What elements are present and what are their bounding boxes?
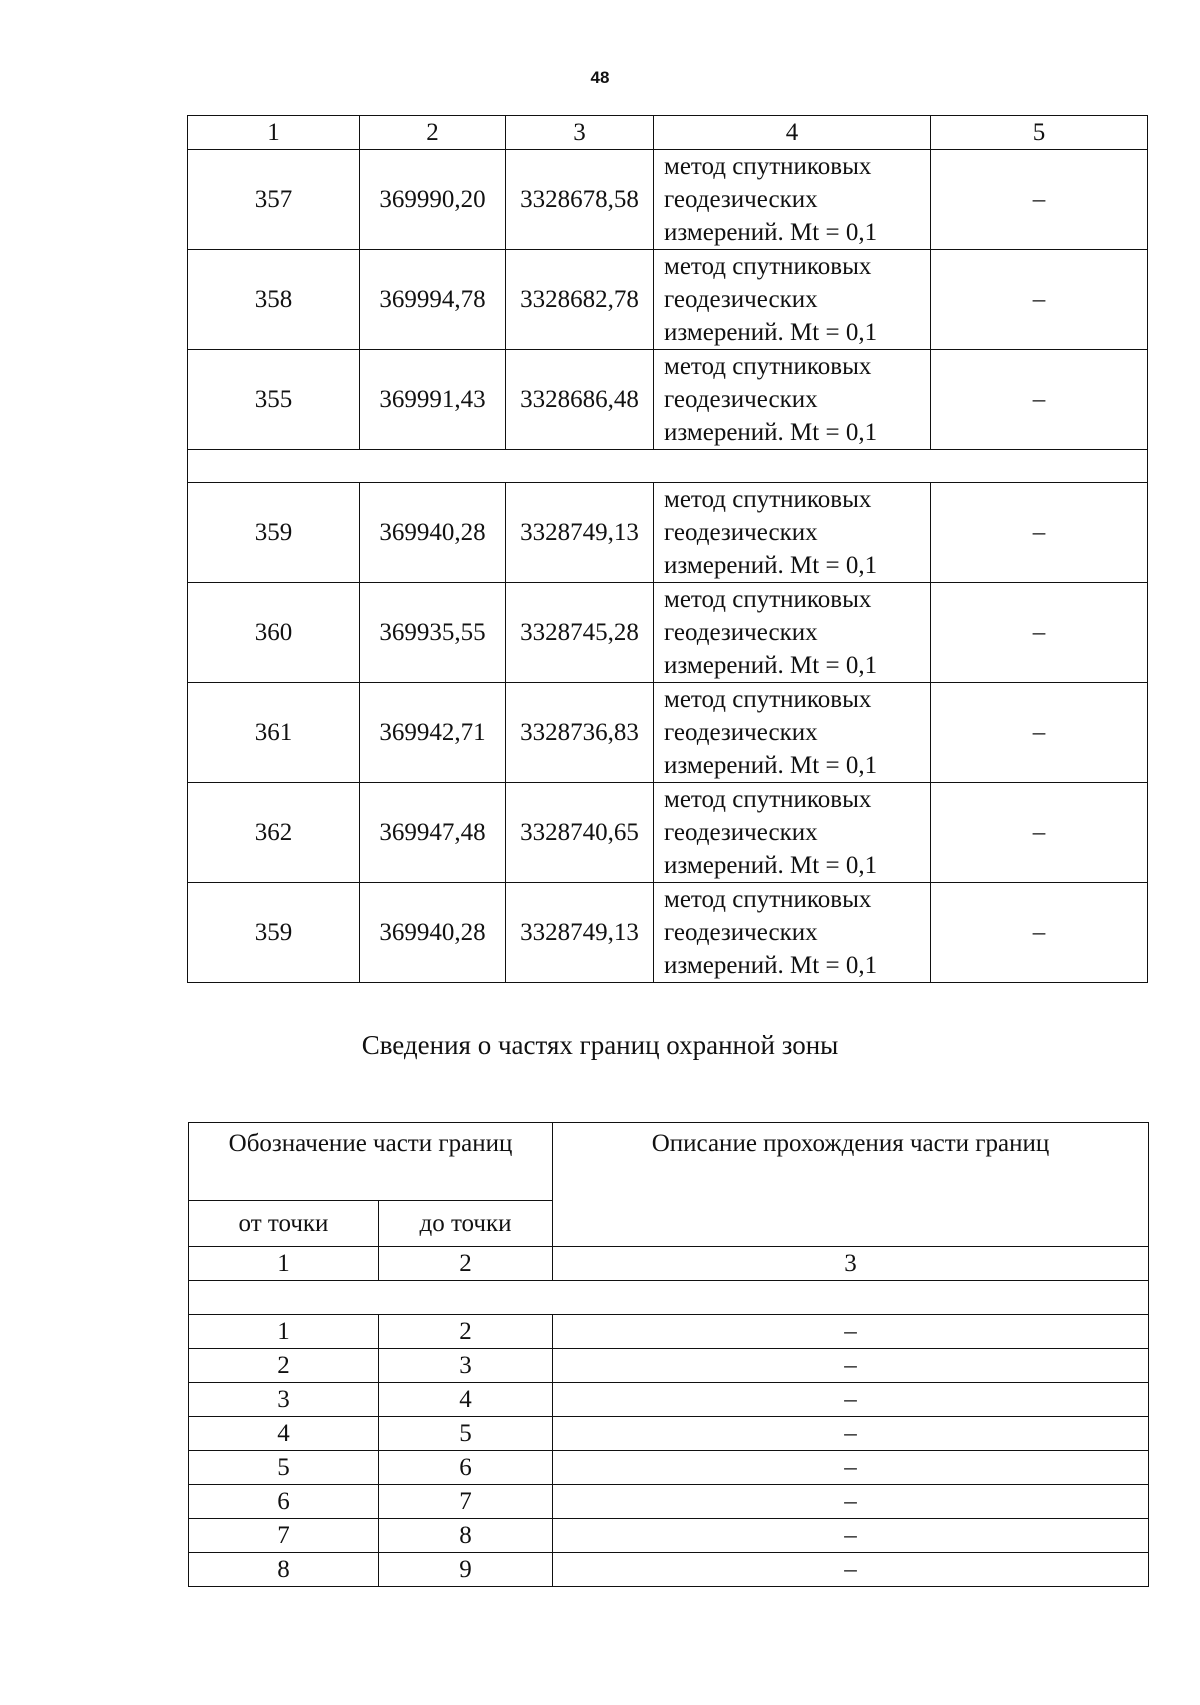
point-number: 361: [188, 683, 360, 783]
parts-row: [189, 1349, 1149, 1383]
part-description: –: [553, 1485, 1149, 1519]
parts-col-number: 3: [553, 1247, 1149, 1281]
to-point-header: до точки: [379, 1201, 553, 1247]
note-cell: –: [931, 483, 1148, 583]
coords-row: [188, 583, 1148, 683]
coord-y: 3328736,83: [506, 683, 654, 783]
method-line: метод спутниковых: [664, 253, 872, 280]
method-line: геодезических: [664, 519, 818, 546]
coord-y: 3328686,48: [506, 350, 654, 450]
method-line: геодезических: [664, 286, 818, 313]
method-line: измерений. Mt = 0,1: [664, 319, 878, 346]
method-line: метод спутниковых: [664, 486, 872, 513]
coord-y: 3328749,13: [506, 883, 654, 983]
parts-row: [189, 1417, 1149, 1451]
method-line: метод спутниковых: [664, 686, 872, 713]
coord-x: 369994,78: [360, 250, 506, 350]
description-header: Описание прохождения части границ: [553, 1123, 1149, 1247]
method-line: геодезических: [664, 919, 818, 946]
coord-y: 3328678,58: [506, 150, 654, 250]
note-cell: –: [931, 783, 1148, 883]
coords-spacer-cell: [188, 450, 1148, 483]
to-point: 4: [379, 1383, 553, 1417]
coord-x: 369935,55: [360, 583, 506, 683]
from-point: 5: [189, 1451, 379, 1485]
method-line: метод спутниковых: [664, 786, 872, 813]
parts-row: [189, 1519, 1149, 1553]
point-number: 362: [188, 783, 360, 883]
to-point: 2: [379, 1315, 553, 1349]
point-number: 355: [188, 350, 360, 450]
to-point: 9: [379, 1553, 553, 1587]
parts-row: [189, 1451, 1149, 1485]
method-line: геодезических: [664, 386, 818, 413]
method-line: метод спутниковых: [664, 353, 872, 380]
coord-y: 3328745,28: [506, 583, 654, 683]
method-cell: [654, 483, 931, 583]
coords-col-header: 2: [360, 116, 506, 150]
coord-y: 3328682,78: [506, 250, 654, 350]
point-number: 359: [188, 483, 360, 583]
method-line: измерений. Mt = 0,1: [664, 419, 878, 446]
method-line: геодезических: [664, 819, 818, 846]
from-point: 6: [189, 1485, 379, 1519]
method-cell: [654, 883, 931, 983]
coord-x: 369947,48: [360, 783, 506, 883]
to-point: 3: [379, 1349, 553, 1383]
coord-y: 3328749,13: [506, 483, 654, 583]
coords-col-header: 5: [931, 116, 1148, 150]
point-number: 359: [188, 883, 360, 983]
method-line: измерений. Mt = 0,1: [664, 552, 878, 579]
to-point: 7: [379, 1485, 553, 1519]
point-number: 360: [188, 583, 360, 683]
coords-row: [188, 783, 1148, 883]
note-cell: –: [931, 150, 1148, 250]
from-point: 8: [189, 1553, 379, 1587]
from-point: 2: [189, 1349, 379, 1383]
method-line: измерений. Mt = 0,1: [664, 652, 878, 679]
coords-row: [188, 350, 1148, 450]
parts-header-row: [189, 1123, 1149, 1201]
parts-spacer-row: [189, 1281, 1149, 1315]
method-line: измерений. Mt = 0,1: [664, 852, 878, 879]
note-cell: –: [931, 350, 1148, 450]
from-point-header: от точки: [189, 1201, 379, 1247]
part-description: –: [553, 1519, 1149, 1553]
part-description: –: [553, 1553, 1149, 1587]
coords-spacer-row: [188, 450, 1148, 483]
designation-header: Обозначение части границ: [189, 1123, 553, 1201]
method-line: измерений. Mt = 0,1: [664, 752, 878, 779]
method-cell: [654, 583, 931, 683]
parts-row: [189, 1553, 1149, 1587]
from-point: 7: [189, 1519, 379, 1553]
to-point: 6: [379, 1451, 553, 1485]
coordinates-table: [187, 115, 1148, 983]
coord-x: 369940,28: [360, 483, 506, 583]
from-point: 4: [189, 1417, 379, 1451]
method-line: геодезических: [664, 719, 818, 746]
parts-number-row: [189, 1247, 1149, 1281]
coords-row: [188, 150, 1148, 250]
method-line: метод спутниковых: [664, 153, 872, 180]
coord-x: 369940,28: [360, 883, 506, 983]
part-description: –: [553, 1315, 1149, 1349]
page-number: 48: [590, 68, 610, 87]
method-line: измерений. Mt = 0,1: [664, 219, 878, 246]
section-title: Сведения о частях границ охранной зоны: [361, 1030, 839, 1060]
part-description: –: [553, 1451, 1149, 1485]
method-line: измерений. Mt = 0,1: [664, 952, 878, 979]
method-line: метод спутниковых: [664, 886, 872, 913]
coords-row: [188, 483, 1148, 583]
note-cell: –: [931, 883, 1148, 983]
method-cell: [654, 250, 931, 350]
part-description: –: [553, 1417, 1149, 1451]
parts-row: [189, 1383, 1149, 1417]
parts-row: [189, 1315, 1149, 1349]
point-number: 357: [188, 150, 360, 250]
coord-x: 369991,43: [360, 350, 506, 450]
part-description: –: [553, 1383, 1149, 1417]
coords-row: [188, 250, 1148, 350]
note-cell: –: [931, 250, 1148, 350]
coord-x: 369990,20: [360, 150, 506, 250]
method-cell: [654, 350, 931, 450]
point-number: 358: [188, 250, 360, 350]
boundary-parts-table: [188, 1122, 1149, 1587]
coord-x: 369942,71: [360, 683, 506, 783]
coords-col-header: 4: [654, 116, 931, 150]
parts-spacer-cell: [189, 1281, 1149, 1315]
to-point: 8: [379, 1519, 553, 1553]
method-line: геодезических: [664, 186, 818, 213]
to-point: 5: [379, 1417, 553, 1451]
method-cell: [654, 683, 931, 783]
method-cell: [654, 150, 931, 250]
method-cell: [654, 783, 931, 883]
parts-col-number: 1: [189, 1247, 379, 1281]
parts-col-number: 2: [379, 1247, 553, 1281]
method-line: метод спутниковых: [664, 586, 872, 613]
from-point: 3: [189, 1383, 379, 1417]
part-description: –: [553, 1349, 1149, 1383]
note-cell: –: [931, 583, 1148, 683]
coords-col-header: 1: [188, 116, 360, 150]
coords-header-row: [188, 116, 1148, 150]
from-point: 1: [189, 1315, 379, 1349]
coords-row: [188, 883, 1148, 983]
parts-row: [189, 1485, 1149, 1519]
note-cell: –: [931, 683, 1148, 783]
coords-row: [188, 683, 1148, 783]
coord-y: 3328740,65: [506, 783, 654, 883]
method-line: геодезических: [664, 619, 818, 646]
coords-col-header: 3: [506, 116, 654, 150]
